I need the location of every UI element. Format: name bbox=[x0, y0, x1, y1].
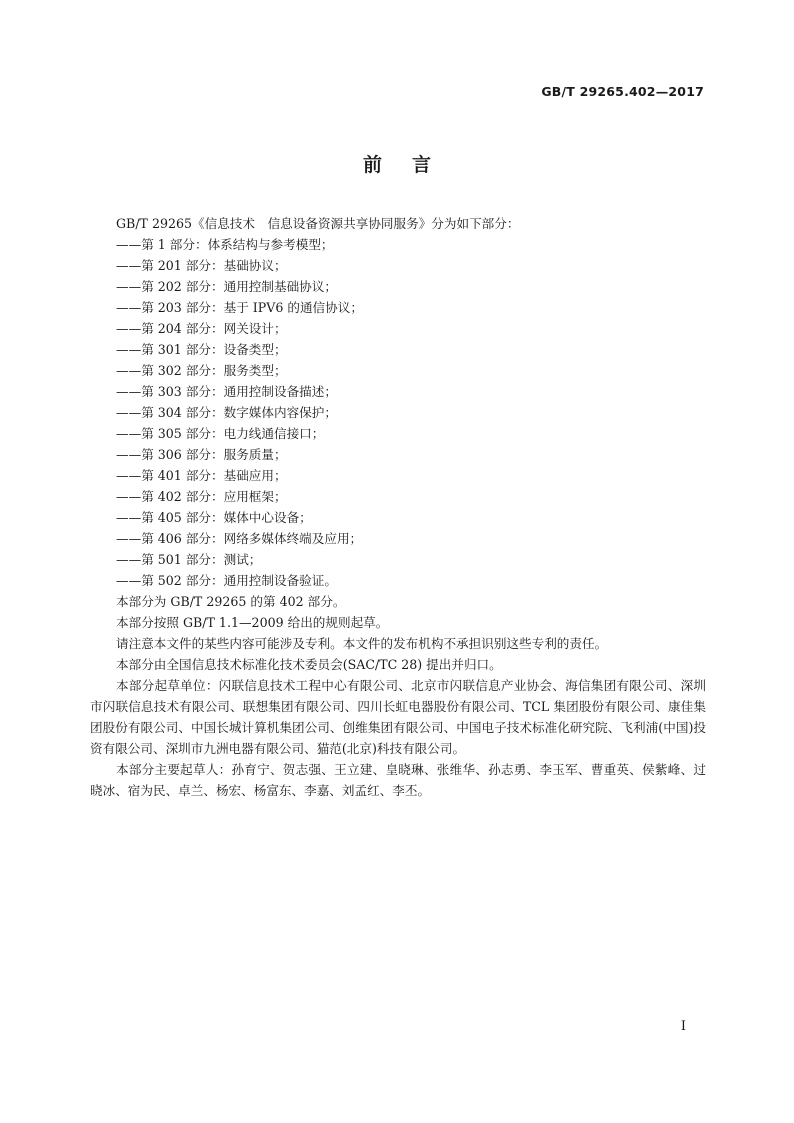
intro-text: GB/T 29265《信息技术 信息设备资源共享协同服务》分为如下部分： bbox=[116, 216, 520, 231]
list-item: ——第 301 部分：设备类型； bbox=[116, 342, 287, 357]
page-title: 前言 bbox=[362, 154, 461, 176]
list-item: ——第 405 部分：媒体中心设备； bbox=[116, 510, 312, 525]
list-item: ——第 406 部分：网络多媒体终端及应用； bbox=[116, 531, 363, 546]
drafting-rules-paragraph: 本部分按照 GB/T 1.1—2009 给出的规则起草。 bbox=[116, 615, 389, 630]
list-item: ——第 306 部分：服务质量； bbox=[116, 447, 287, 462]
list-item: ——第 303 部分：通用控制设备描述； bbox=[116, 384, 337, 399]
list-item: ——第 204 部分：网关设计； bbox=[116, 321, 287, 336]
list-item: ——第 501 部分：测试； bbox=[116, 552, 262, 567]
drafters-paragraph: 本部分主要起草人：孙育宁、贺志强、王立建、皇晓琳、张维华、孙志勇、李玉军、曹重英、侯紫峰、过晓冰、宿为民、卓兰、杨宏、杨富东、李嘉、刘孟红、李丕。 bbox=[90, 762, 706, 798]
list-item: ——第 202 部分：通用控制基础协议； bbox=[116, 279, 337, 294]
standard-code: GB/T 29265.402—2017 bbox=[541, 84, 704, 99]
list-item: ——第 401 部分：基础应用； bbox=[116, 468, 287, 483]
patent-notice-paragraph: 请注意本文件的某些内容可能涉及专利。本文件的发布机构不承担识别这些专利的责任。 bbox=[116, 636, 608, 651]
drafting-units-paragraph: 本部分起草单位：闪联信息技术工程中心有限公司、北京市闪联信息产业协会、海信集团有限公司、深圳市闪联信息技术有限公司、联想集团有限公司、四川长虹电器股份有限公司、TCL 集团股份有限公司、康佳集团股份有限公司、中国长城计算机集团公司、创维集团有限公司、中国电子技术标准化研究院、飞利浦(中国)投资有限公司、深圳市九洲电器有限公司、猫范(北京)科技有限公司。 bbox=[90, 678, 706, 756]
list-item: ——第 203 部分：基于 IPV6 的通信协议； bbox=[116, 300, 363, 315]
list-item: ——第 502 部分：通用控制设备验证。 bbox=[116, 573, 337, 588]
proposer-paragraph: 本部分由全国信息技术标准化技术委员会(SAC/TC 28) 提出并归口。 bbox=[116, 657, 502, 672]
list-item: ——第 201 部分：基础协议； bbox=[116, 258, 287, 273]
page-number: I bbox=[680, 1019, 686, 1034]
list-item: ——第 402 部分：应用框架； bbox=[116, 489, 287, 504]
list-item: ——第 1 部分：体系结构与参考模型； bbox=[116, 237, 334, 252]
parts-list bbox=[90, 234, 706, 591]
list-item: ——第 302 部分：服务类型； bbox=[116, 363, 287, 378]
list-item: ——第 304 部分：数字媒体内容保护； bbox=[116, 405, 337, 420]
foreword-body bbox=[90, 213, 706, 801]
list-item: ——第 305 部分：电力线通信接口； bbox=[116, 426, 325, 441]
part-number-paragraph: 本部分为 GB/T 29265 的第 402 部分。 bbox=[116, 594, 346, 609]
